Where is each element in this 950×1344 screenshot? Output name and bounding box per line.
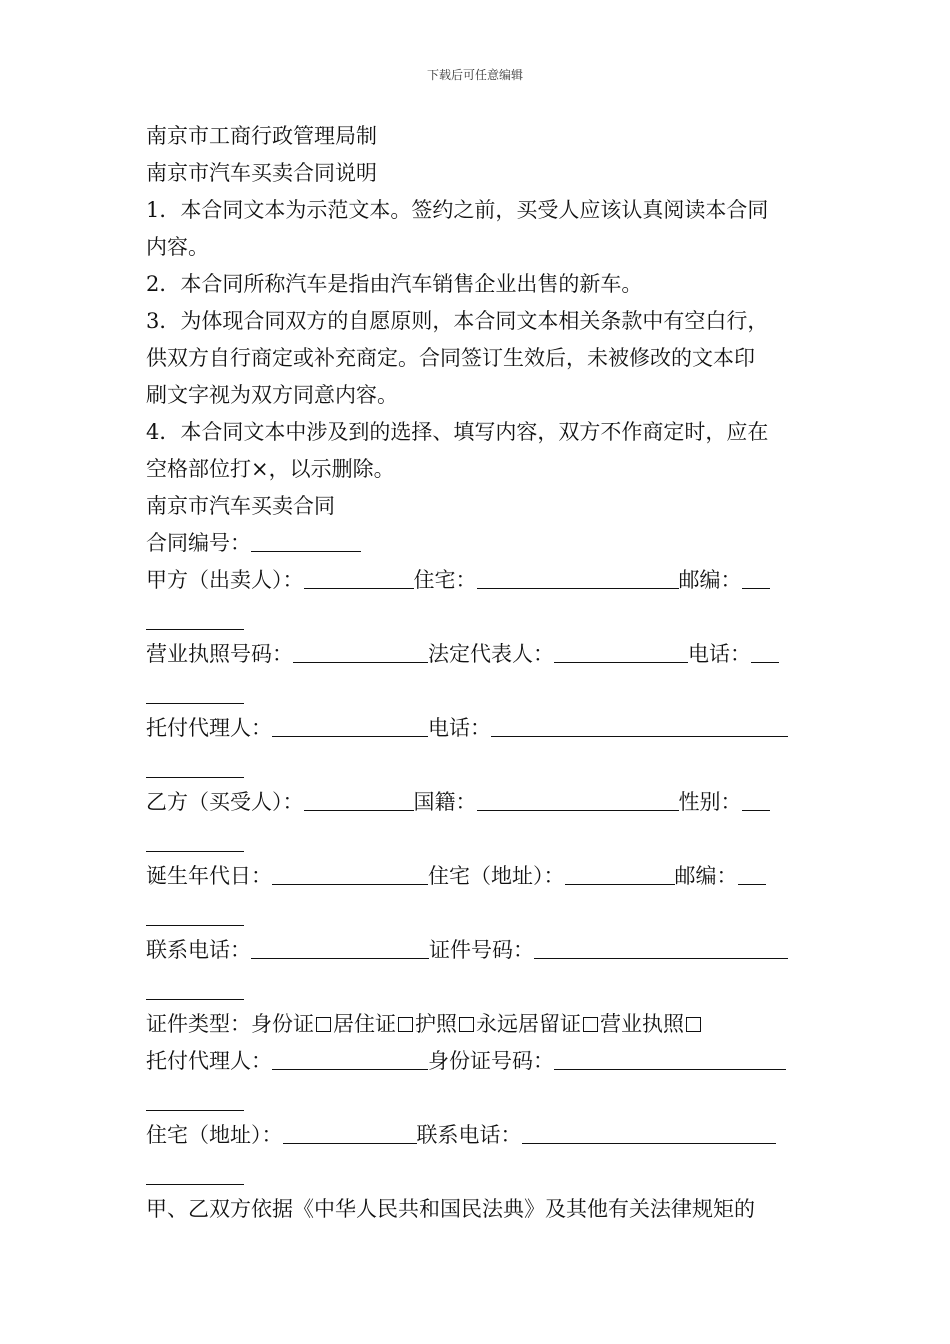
seller-row bbox=[146, 562, 810, 630]
seller-phone-label: 电话： bbox=[688, 642, 751, 666]
buyer-contact-phone-blank[interactable] bbox=[251, 934, 429, 959]
agent-id-number-label: 身份证号码： bbox=[428, 1049, 554, 1073]
id-type-option-label: 身份证 bbox=[251, 1012, 314, 1036]
note-3-line-2: 供双方自行商定或补充商定。合同签订生效后，未被修改的文本印 bbox=[146, 346, 755, 370]
nationality-blank[interactable] bbox=[477, 786, 679, 811]
contract-number-row bbox=[146, 525, 810, 562]
buyer-label: 乙方（买受人）： bbox=[146, 790, 304, 814]
seller-postcode-blank[interactable] bbox=[742, 564, 770, 589]
note-3-line-3: 刷文字视为双方同意内容。 bbox=[146, 383, 398, 407]
seller-residence-label: 住宅： bbox=[413, 568, 477, 592]
seller-phone-blank-continued[interactable] bbox=[146, 673, 244, 704]
permanent-residence-checkbox[interactable] bbox=[583, 1017, 598, 1032]
contract-number-blank[interactable] bbox=[251, 527, 361, 552]
buyer-address-label: 住宅（地址）： bbox=[428, 864, 565, 888]
note-2: 2．本合同所称汽车是指由汽车销售企业出售的新车。 bbox=[146, 272, 643, 296]
issuer-line: 南京市工商行政管理局制 bbox=[146, 124, 377, 148]
seller-name-blank[interactable] bbox=[304, 564, 414, 589]
buyer-postcode-blank[interactable] bbox=[738, 860, 766, 885]
id-number-label: 证件号码： bbox=[429, 938, 534, 962]
id-card-checkbox[interactable] bbox=[316, 1017, 331, 1032]
id-number-blank[interactable] bbox=[534, 934, 788, 959]
note-3-line-1: 3．为体现合同双方的自愿原则，本合同文本相关条款中有空白行， bbox=[146, 309, 769, 333]
seller-postcode-label: 邮编： bbox=[678, 568, 742, 592]
page-header-note: 下载后可任意编辑 bbox=[426, 68, 523, 82]
agent-contact-phone-blank[interactable] bbox=[522, 1119, 776, 1144]
birthdate-blank[interactable] bbox=[272, 860, 428, 885]
agent-address-blank[interactable] bbox=[283, 1119, 417, 1144]
id-type-label: 证件类型： bbox=[146, 1012, 251, 1036]
residence-permit-checkbox[interactable] bbox=[398, 1017, 413, 1032]
buyer-postcode-label: 邮编： bbox=[674, 864, 738, 888]
id-type-option-label: 护照 bbox=[415, 1012, 457, 1036]
nationality-label: 国籍： bbox=[413, 790, 477, 814]
seller-phone-blank[interactable] bbox=[751, 638, 779, 663]
agent-id-number-blank[interactable] bbox=[554, 1045, 786, 1070]
seller-agent-phone-blank-continued[interactable] bbox=[146, 747, 244, 778]
buyer-name-blank[interactable] bbox=[304, 786, 414, 811]
license-label: 营业执照号码： bbox=[146, 642, 293, 666]
legal-rep-blank[interactable] bbox=[554, 638, 688, 663]
license-number-blank[interactable] bbox=[293, 638, 428, 663]
id-type-option-label: 营业执照 bbox=[600, 1012, 684, 1036]
buyer-postcode-blank-continued[interactable] bbox=[146, 895, 244, 926]
agent-contact-phone-blank-continued[interactable] bbox=[146, 1154, 244, 1185]
gender-blank[interactable] bbox=[742, 786, 770, 811]
gender-label: 性别： bbox=[678, 790, 742, 814]
notes-title: 南京市汽车买卖合同说明 bbox=[146, 161, 377, 185]
note-4-line-1: 4．本合同文本中涉及到的选择、填写内容，双方不作商定时，应在 bbox=[146, 420, 769, 444]
agent-contact-phone-label: 联系电话： bbox=[416, 1123, 522, 1147]
legal-rep-label: 法定代表人： bbox=[428, 642, 554, 666]
seller-agent-blank[interactable] bbox=[272, 712, 428, 737]
agent-id-number-blank-continued[interactable] bbox=[146, 1080, 244, 1111]
id-type-option-label: 居住证 bbox=[333, 1012, 396, 1036]
note-4-line-2: 空格部位打×，以示删除。 bbox=[146, 457, 395, 481]
buyer-row bbox=[146, 784, 810, 852]
buyer-address-blank[interactable] bbox=[565, 860, 675, 885]
contract-number-label: 合同编号： bbox=[146, 531, 251, 555]
buyer-agent-row bbox=[146, 1043, 810, 1111]
seller-agent-row bbox=[146, 710, 810, 778]
note-1-line-1: 1．本合同文本为示范文本。签约之前，买受人应该认真阅读本合同 bbox=[146, 198, 769, 222]
seller-agent-phone-blank[interactable] bbox=[491, 712, 788, 737]
agent-address-row bbox=[146, 1117, 810, 1185]
agent-address-label: 住宅（地址）： bbox=[146, 1123, 283, 1147]
seller-agent-phone-label: 电话： bbox=[428, 716, 491, 740]
document-body bbox=[146, 118, 810, 1228]
buyer-contact-row bbox=[146, 932, 810, 1000]
id-number-blank-continued[interactable] bbox=[146, 969, 244, 1000]
id-type-option-label: 永远居留证 bbox=[476, 1012, 581, 1036]
note-1-line-2: 内容。 bbox=[146, 235, 209, 259]
birthdate-label: 诞生年代日： bbox=[146, 864, 272, 888]
passport-checkbox[interactable] bbox=[459, 1017, 474, 1032]
buyer-agent-label: 托付代理人： bbox=[146, 1049, 272, 1073]
buyer-agent-blank[interactable] bbox=[272, 1045, 428, 1070]
seller-residence-blank[interactable] bbox=[477, 564, 679, 589]
gender-blank-continued[interactable] bbox=[146, 821, 244, 852]
seller-agent-label: 托付代理人： bbox=[146, 716, 272, 740]
contract-title: 南京市汽车买卖合同 bbox=[146, 494, 335, 518]
seller-label: 甲方（出卖人）： bbox=[146, 568, 304, 592]
birthdate-row bbox=[146, 858, 810, 926]
business-license-checkbox[interactable] bbox=[686, 1017, 701, 1032]
seller-postcode-blank-continued[interactable] bbox=[146, 599, 244, 630]
id-type-row bbox=[146, 1006, 810, 1043]
buyer-contact-phone-label: 联系电话： bbox=[146, 938, 251, 962]
license-row bbox=[146, 636, 810, 704]
closing-paragraph: 甲、乙双方依据《中华人民共和国民法典》及其他有关法律规矩的 bbox=[146, 1197, 755, 1221]
